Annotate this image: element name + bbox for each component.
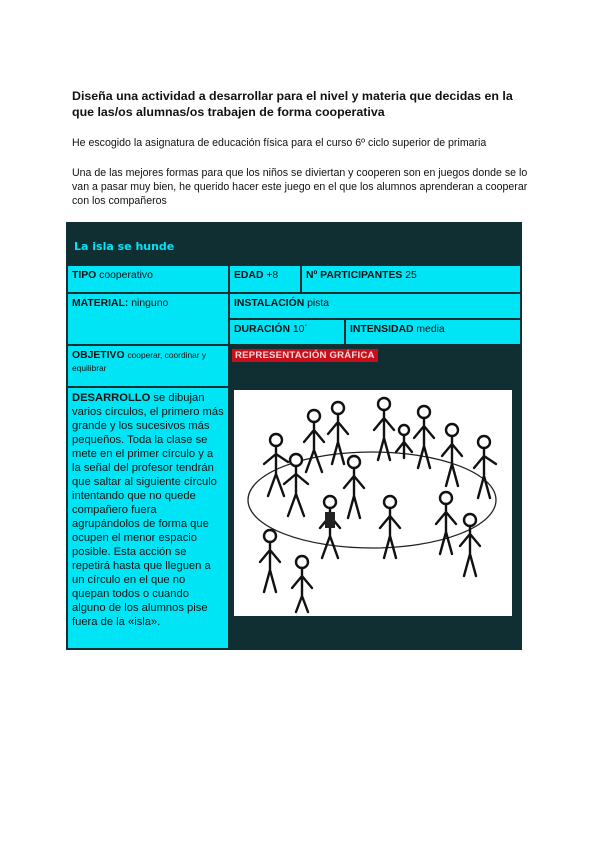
participantes-value: 25 <box>405 270 417 281</box>
intensidad-cell <box>346 320 520 344</box>
tipo-cell <box>68 266 228 292</box>
instalacion-label: INSTALACIÓN <box>234 298 305 309</box>
edad-label: EDAD <box>234 270 264 281</box>
material-value: ninguno <box>131 298 169 309</box>
duracion-label: DURACIÓN <box>234 324 290 335</box>
tipo-value: cooperativo <box>99 270 153 281</box>
tipo-label: TIPO <box>72 270 97 281</box>
question-heading: Diseña una actividad a desarrollar para el nivel y materia que decidas en la que las/os alumnas/os trabajen de forma cooperativa <box>72 89 513 119</box>
participantes-cell <box>302 266 520 292</box>
explanation-paragraph: Una de las mejores formas para que los niños se diviertan y cooperen son en juegos donde se lo van a pasar muy bien, he querido hacer este juego en el que los alumnos aprenderan a cooperar con los compañeros <box>72 167 528 207</box>
material-cell <box>68 294 228 344</box>
material-label: MATERIAL: <box>72 298 129 309</box>
objetivo-label: OBJETIVO <box>72 350 125 361</box>
objetivo-cell <box>68 346 228 386</box>
instalacion-value: pista <box>307 298 330 309</box>
activity-card <box>66 222 522 650</box>
objetivo-value: cooperar, coordinar y equilibrar <box>72 350 207 373</box>
desarrollo-cell <box>68 388 228 648</box>
participantes-label: Nº PARTICIPANTES <box>306 270 403 281</box>
activity-title: La isla se hunde <box>74 240 175 253</box>
instalacion-cell <box>230 294 520 318</box>
representacion-badge: REPRESENTACIÓN GRÁFICA <box>232 349 378 362</box>
desarrollo-value: se dibujan varios círculos, el primero más grande y los sucesivos más pequeños. Toda la clase se mete en el primer círculo y a la señal del profesor tendrán que saltar al siguiente círculo intentando que no quede compañero fuera agrupándolos de forma que ocupen el menor espacio posible. Esta acción se repetirá hasta que lleguen a un círculo en el que no quepan todos o cuando alguno de los alumnos pise fuera de la «isla». <box>72 392 224 628</box>
stick-figures-illustration <box>234 390 512 616</box>
duracion-value: 10´ <box>292 324 308 335</box>
intensidad-label: INTENSIDAD <box>350 324 414 335</box>
intensidad-value: media <box>416 324 445 335</box>
intro-paragraph: He escogido la asignatura de educación física para el curso 6º ciclo superior de primaria <box>72 137 487 149</box>
activity-illustration <box>234 390 512 616</box>
duracion-cell <box>230 320 344 344</box>
edad-value: +8 <box>266 270 279 281</box>
desarrollo-label: DESARROLLO <box>72 392 151 404</box>
edad-cell <box>230 266 300 292</box>
